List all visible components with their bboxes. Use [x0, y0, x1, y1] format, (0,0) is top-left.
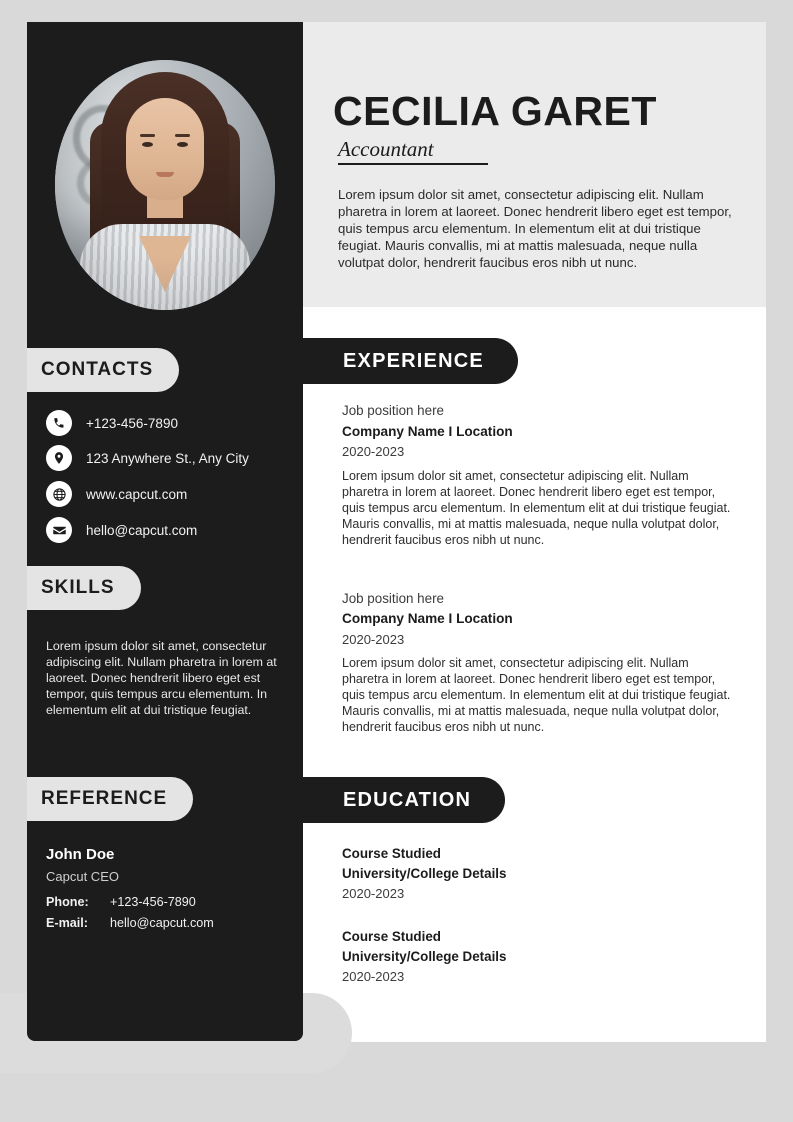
experience-company: Company Name I Location — [342, 424, 513, 439]
reference-phone-row — [46, 895, 196, 909]
education-course: Course Studied — [342, 929, 441, 944]
page-title: CECILIA GARET — [333, 88, 657, 134]
experience-description: Lorem ipsum dolor sit amet, consectetur adipiscing elit. Nullam pharetra in lorem at laoreet. Donec hendrerit libero eget est tempor, quis tempus arcu elementum. In elementum elit at dui tristique feugiat. Mauris convallis, mi at mattis malesuada, neque nulla volutpat dolor, hendrerit faucibus eros nibh ut nunc. — [342, 656, 731, 734]
contact-phone[interactable] — [46, 410, 178, 436]
location-pin-icon — [46, 445, 72, 471]
contact-address[interactable] — [46, 445, 249, 471]
reference-email-row — [46, 916, 214, 930]
education-institution: University/College Details — [342, 949, 507, 964]
experience-position: Job position here — [342, 591, 444, 606]
photo-vignette — [55, 60, 275, 310]
experience-description: Lorem ipsum dolor sit amet, consectetur adipiscing elit. Nullam pharetra in lorem at laoreet. Donec hendrerit libero eget est tempor, quis tempus arcu elementum. In elementum elit at dui tristique feugiat. Mauris convallis, mi at mattis malesuada, neque nulla volutpat dolor, hendrerit faucibus eros nibh ut nunc. — [342, 469, 731, 547]
reference-position: Capcut CEO — [46, 869, 119, 884]
reference-phone-value: +123-456-7890 — [110, 895, 196, 909]
contact-website[interactable] — [46, 481, 187, 507]
section-heading-contacts: CONTACTS — [27, 348, 179, 392]
role-underline — [338, 163, 488, 165]
section-heading-experience: EXPERIENCE — [303, 338, 518, 384]
experience-company: Company Name I Location — [342, 611, 513, 626]
reference-email-label: E-mail: — [46, 916, 88, 930]
education-dates: 2020-2023 — [342, 886, 405, 901]
education-institution: University/College Details — [342, 866, 507, 881]
phone-icon — [46, 410, 72, 436]
reference-phone-label: Phone: — [46, 895, 89, 909]
contact-email-text: hello@capcut.com — [86, 522, 198, 538]
photo-frame — [33, 30, 297, 315]
contact-website-text: www.capcut.com — [86, 486, 188, 502]
contact-email[interactable] — [46, 517, 197, 543]
envelope-icon — [46, 517, 72, 543]
contact-address-text: 123 Anywhere St., Any City — [86, 450, 249, 466]
education-dates: 2020-2023 — [342, 969, 405, 984]
reference-name: John Doe — [46, 846, 115, 863]
experience-dates: 2020-2023 — [342, 632, 405, 647]
job-role: Accountant — [338, 137, 434, 161]
profile-summary: Lorem ipsum dolor sit amet, consectetur adipiscing elit. Nullam pharetra in lorem at laoreet. Donec hendrerit libero eget est tempor, quis tempus arcu elementum. In elementum elit at dui tristique feugiat. Mauris convallis, mi at mattis malesuada, neque nulla volutpat dolor, hendrerit faucibus eros nibh ut nunc. — [338, 187, 732, 270]
contact-phone-text: +123-456-7890 — [86, 415, 178, 431]
education-course: Course Studied — [342, 846, 441, 861]
avatar — [55, 60, 275, 310]
reference-email-value: hello@capcut.com — [110, 916, 214, 930]
experience-position: Job position here — [342, 403, 444, 418]
section-heading-skills: SKILLS — [27, 566, 141, 610]
experience-dates: 2020-2023 — [342, 444, 405, 459]
section-heading-reference: REFERENCE — [27, 777, 193, 821]
section-heading-education: EDUCATION — [303, 777, 505, 823]
skills-text: Lorem ipsum dolor sit amet, consectetur adipiscing elit. Nullam pharetra in lorem at laoreet. Donec hendrerit libero eget est tempor, quis tempus arcu elementum. In elementum elit at dui tristique feugiat. — [46, 639, 277, 717]
globe-icon — [46, 481, 72, 507]
